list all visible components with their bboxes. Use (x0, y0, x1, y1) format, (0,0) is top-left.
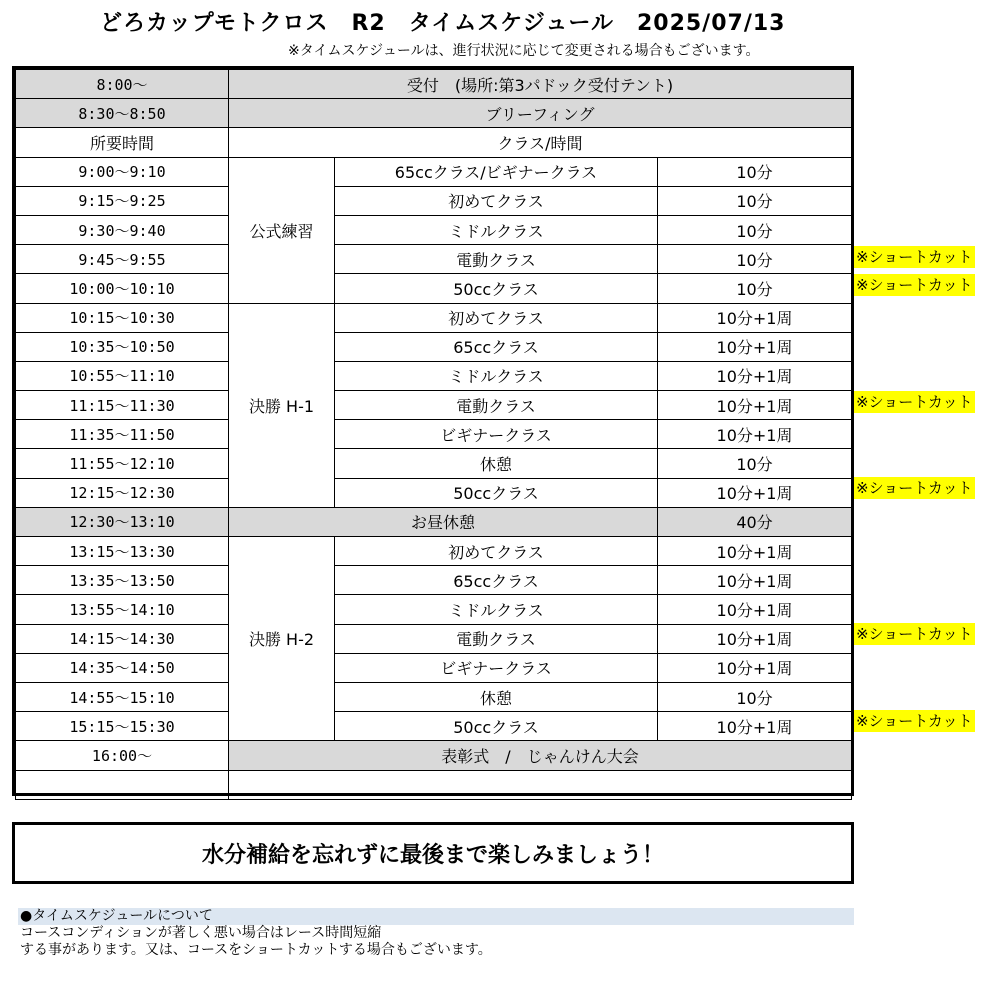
duration-cell: 10分+1周 (658, 391, 852, 420)
session-label: 決勝 H-2 (229, 537, 335, 741)
time-cell: 9:45〜9:55 (16, 245, 229, 274)
table-header-row (16, 128, 852, 157)
class-cell: 休憩 (335, 682, 658, 711)
schedule-table (12, 66, 854, 796)
table-row (16, 391, 852, 420)
page-title: どろカップモトクロス R2 タイムスケジュール 2025/07/13 (100, 11, 786, 36)
duration-cell: 10分 (658, 245, 852, 274)
header-class: クラス/時間 (229, 128, 852, 157)
table-row (16, 420, 852, 449)
duration-cell: 10分+1周 (658, 624, 852, 653)
time-cell: 12:15〜12:30 (16, 478, 229, 507)
event-cell: 受付 (場所:第3パドック受付テント) (229, 70, 852, 99)
class-cell: ミドルクラス (335, 215, 658, 244)
time-cell: 14:15〜14:30 (16, 624, 229, 653)
duration-cell: 10分+1周 (658, 361, 852, 390)
duration-cell: 10分 (658, 186, 852, 215)
table-row (16, 478, 852, 507)
duration-cell: 10分+1周 (658, 303, 852, 332)
event-cell: ブリーフィング (229, 99, 852, 128)
about-line: する事があります。又は、コースをショートカットする場合もございます。 (20, 942, 492, 958)
table-row (16, 682, 852, 711)
class-cell: 65ccクラス/ビギナークラス (335, 157, 658, 186)
table-row (16, 624, 852, 653)
hydration-message (12, 822, 854, 884)
schedule-about (18, 908, 854, 959)
duration-cell: 10分 (658, 157, 852, 186)
table-row (16, 99, 852, 128)
hydration-message-text: 水分補給を忘れずに最後まで楽しみましょう！ (201, 842, 664, 868)
duration-cell: 10分 (658, 274, 852, 303)
table-row (16, 157, 852, 186)
time-cell: 11:35〜11:50 (16, 420, 229, 449)
duration-cell: 40分 (658, 507, 852, 536)
about-line: コースコンディションが著しく悪い場合はレース時間短縮 (20, 925, 382, 941)
duration-cell: 10分+1周 (658, 332, 852, 361)
table-row (16, 653, 852, 682)
schedule-change-note: ※タイムスケジュールは、進行状況に応じて変更される場合もございます。 (288, 43, 760, 59)
class-cell: ビギナークラス (335, 420, 658, 449)
time-cell: 9:15〜9:25 (16, 186, 229, 215)
class-cell: ミドルクラス (335, 361, 658, 390)
session-label: 決勝 H-1 (229, 303, 335, 507)
class-cell: 50ccクラス (335, 712, 658, 741)
empty-row (16, 770, 852, 799)
time-cell: 15:15〜15:30 (16, 712, 229, 741)
class-cell: ミドルクラス (335, 595, 658, 624)
table-row (16, 215, 852, 244)
duration-cell: 10分 (658, 449, 852, 478)
empty-cell (16, 770, 229, 799)
class-cell: 電動クラス (335, 624, 658, 653)
shortcut-badge: ※ショートカット (856, 276, 973, 294)
class-cell: 休憩 (335, 449, 658, 478)
duration-cell: 10分+1周 (658, 537, 852, 566)
time-cell: 8:00〜 (16, 70, 229, 99)
empty-cell (229, 770, 852, 799)
table-row (16, 70, 852, 99)
table-row (16, 712, 852, 741)
table-row (16, 566, 852, 595)
duration-cell: 10分+1周 (658, 566, 852, 595)
time-cell: 9:00〜9:10 (16, 157, 229, 186)
time-cell: 10:55〜11:10 (16, 361, 229, 390)
shortcut-badge: ※ショートカット (856, 712, 973, 730)
duration-cell: 10分+1周 (658, 653, 852, 682)
table-row (16, 274, 852, 303)
table-row (16, 595, 852, 624)
time-cell: 14:35〜14:50 (16, 653, 229, 682)
class-cell: 50ccクラス (335, 274, 658, 303)
duration-cell: 10分+1周 (658, 712, 852, 741)
class-cell: 初めてクラス (335, 186, 658, 215)
time-cell: 8:30〜8:50 (16, 99, 229, 128)
event-cell: お昼休憩 (229, 507, 658, 536)
header-time: 所要時間 (16, 128, 229, 157)
table-row (16, 507, 852, 536)
time-cell: 11:55〜12:10 (16, 449, 229, 478)
class-cell: 65ccクラス (335, 332, 658, 361)
shortcut-badge: ※ショートカット (856, 625, 973, 643)
duration-cell: 10分+1周 (658, 595, 852, 624)
time-cell: 11:15〜11:30 (16, 391, 229, 420)
time-cell: 10:00〜10:10 (16, 274, 229, 303)
time-cell: 13:55〜14:10 (16, 595, 229, 624)
duration-cell: 10分 (658, 682, 852, 711)
table-row (16, 245, 852, 274)
session-label: 公式練習 (229, 157, 335, 303)
shortcut-badge: ※ショートカット (856, 393, 973, 411)
table-row (16, 537, 852, 566)
table-row (16, 361, 852, 390)
class-cell: 50ccクラス (335, 478, 658, 507)
table-row (16, 303, 852, 332)
time-cell: 9:30〜9:40 (16, 215, 229, 244)
class-cell: 電動クラス (335, 245, 658, 274)
shortcut-badge: ※ショートカット (856, 479, 973, 497)
time-cell: 13:35〜13:50 (16, 566, 229, 595)
time-cell: 10:35〜10:50 (16, 332, 229, 361)
class-cell: ビギナークラス (335, 653, 658, 682)
duration-cell: 10分 (658, 215, 852, 244)
table-row (16, 186, 852, 215)
event-cell: 表彰式 / じゃんけん大会 (229, 741, 852, 770)
time-cell: 14:55〜15:10 (16, 682, 229, 711)
class-cell: 電動クラス (335, 391, 658, 420)
shortcut-badge: ※ショートカット (856, 248, 973, 266)
table-row (16, 332, 852, 361)
table-row (16, 449, 852, 478)
about-heading: ●タイムスケジュールについて (18, 908, 854, 925)
time-cell: 10:15〜10:30 (16, 303, 229, 332)
time-cell: 13:15〜13:30 (16, 537, 229, 566)
duration-cell: 10分+1周 (658, 420, 852, 449)
class-cell: 65ccクラス (335, 566, 658, 595)
class-cell: 初めてクラス (335, 303, 658, 332)
class-cell: 初めてクラス (335, 537, 658, 566)
time-cell: 12:30〜13:10 (16, 507, 229, 536)
duration-cell: 10分+1周 (658, 478, 852, 507)
time-cell: 16:00〜 (16, 741, 229, 770)
table-row (16, 741, 852, 770)
